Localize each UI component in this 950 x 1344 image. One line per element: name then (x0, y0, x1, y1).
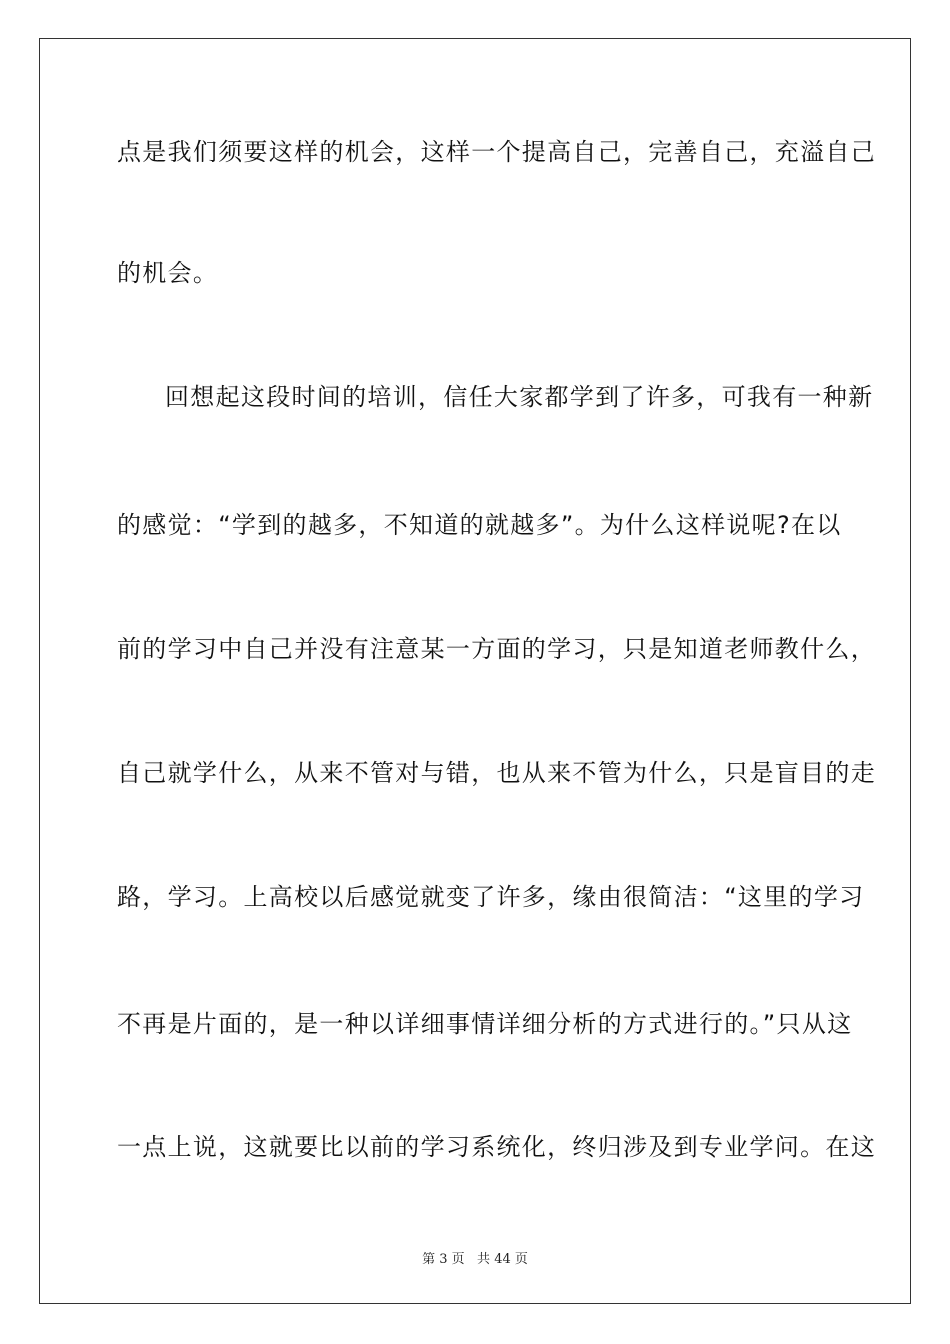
text-line-1: 点是我们须要这样的机会，这样一个提高自己，完善自己，充溢自己 (117, 138, 876, 166)
text-line-4: 的感觉：“学到的越多，不知道的就越多”。为什么这样说呢?在以 (117, 511, 842, 539)
text-line-7: 路，学习。上高校以后感觉就变了许多，缘由很简洁：“这里的学习 (117, 883, 865, 911)
text-line-5: 前的学习中自己并没有注意某一方面的学习，只是知道老师教什么， (117, 635, 876, 663)
text-line-3-paragraph-start: 回想起这段时间的培训，信任大家都学到了许多，可我有一种新 (165, 383, 874, 411)
text-line-8: 不再是片面的，是一种以详细事情详细分析的方式进行的。”只从这 (117, 1010, 853, 1038)
text-line-6: 自己就学什么，从来不管对与错，也从来不管为什么，只是盲目的走 (117, 759, 876, 787)
page-border (39, 38, 911, 1304)
text-line-2: 的机会。 (117, 259, 219, 287)
text-line-9: 一点上说，这就要比以前的学习系统化，终归涉及到专业学问。在这 (117, 1133, 876, 1161)
page-footer: 第 3 页 共 44 页 (422, 1252, 528, 1267)
